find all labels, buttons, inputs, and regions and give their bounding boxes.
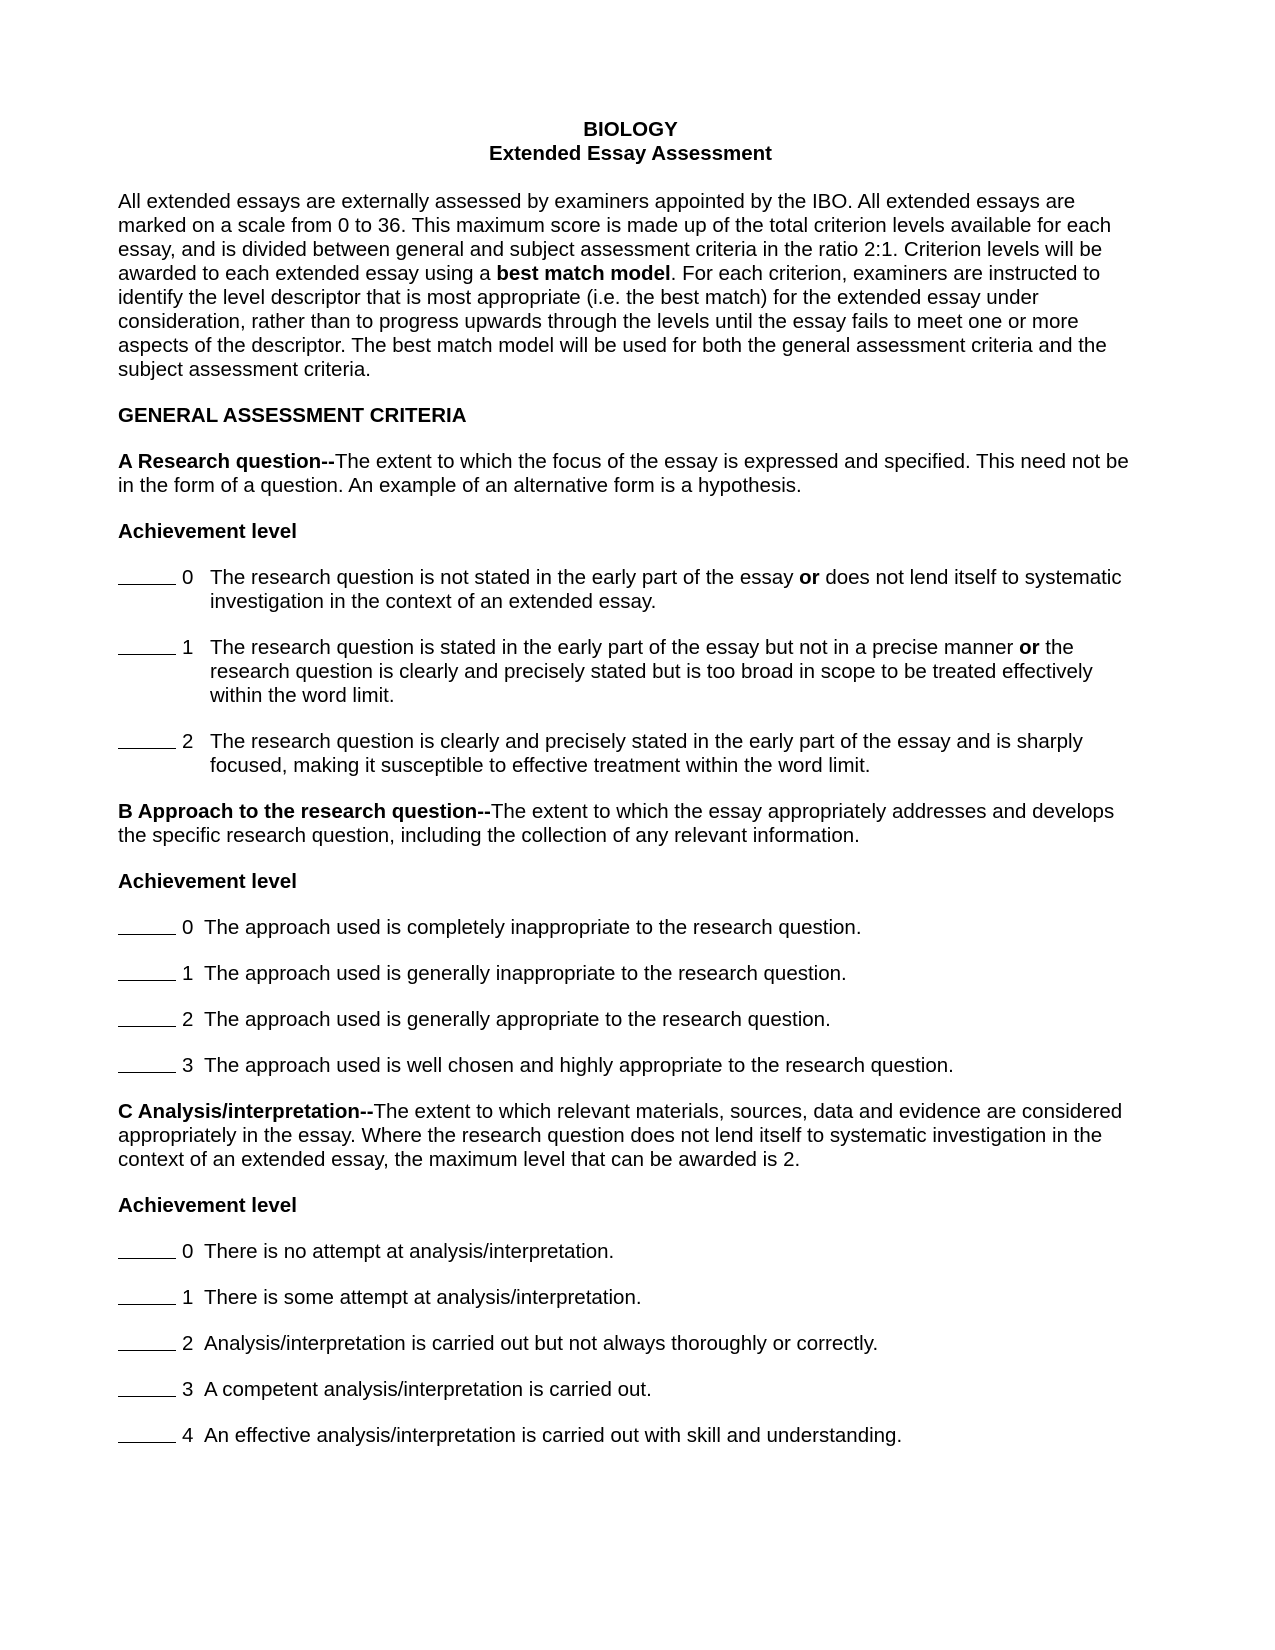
level-text: The research question is clearly and precisely stated in the early part of the essay and is sharply focused, making it susceptible to effective treatment within the word limit. [210, 730, 1083, 777]
score-blank[interactable] [118, 1054, 176, 1073]
score-blank[interactable] [118, 730, 176, 749]
level-number: 0 [182, 566, 194, 589]
level-text: An effective analysis/interpretation is carried out with skill and understanding. [204, 1424, 903, 1447]
score-blank[interactable] [118, 1424, 176, 1443]
level-text: The approach used is well chosen and highly appropriate to the research question. [204, 1054, 954, 1077]
level-number: 1 [182, 636, 194, 659]
level-text: The approach used is generally appropriate to the research question. [204, 1008, 831, 1031]
intro-text-1: All extended essays are externally assessed by examiners appointed by the IBO. All extended essays are marked on a scale from 0 to 36. This maximum score is made up of the total criterion levels available for each essay, and is divided between general and subject assessment criteria in the ratio 2:1. Criterion levels will be awarded to each extended essay using a [118, 190, 1112, 285]
level-b-0 [118, 916, 1143, 940]
level-number: 2 [182, 1332, 194, 1355]
level-b-1 [118, 962, 1143, 986]
level-number: 1 [182, 1286, 194, 1309]
achievement-level-a: Achievement level [118, 520, 297, 543]
level-a-2 [118, 730, 1143, 778]
document-page [118, 118, 1143, 1448]
intro-text-2: . For each criterion, examiners are instructed to identify the level descriptor that is most appropriate (i.e. the best match) for the extended essay under consideration, rather than to progress upwards through the levels until the essay fails to meet one or more aspects of the descriptor. The best match model will be used for both the general assessment criteria and the subject assessment criteria. [118, 262, 1107, 381]
criterion-a-desc: The extent to which the focus of the essay is expressed and specified. This need not be in the form of a question. An example of an alternative form is a hypothesis. [118, 450, 1129, 497]
score-blank[interactable] [118, 636, 176, 655]
criterion-a-title: A Research question-- [118, 450, 335, 473]
level-number: 3 [182, 1378, 194, 1401]
level-text: There is some attempt at analysis/interpretation. [204, 1286, 642, 1309]
level-b-3 [118, 1054, 1143, 1078]
section-heading: GENERAL ASSESSMENT CRITERIA [118, 404, 467, 427]
score-blank[interactable] [118, 1286, 176, 1305]
achievement-level-b: Achievement level [118, 870, 297, 893]
level-c-1 [118, 1286, 1143, 1310]
intro-paragraph [118, 190, 1143, 382]
criterion-b-title: B Approach to the research question-- [118, 800, 491, 823]
level-number: 1 [182, 962, 194, 985]
criterion-c-desc: The extent to which relevant materials, sources, data and evidence are considered appropriately in the essay. Where the research question does not lend itself to systematic investigation in the context of an extended essay, the maximum level that can be awarded is 2. [118, 1100, 1123, 1171]
document-title [118, 118, 1143, 166]
level-a-0 [118, 566, 1143, 614]
level-text: There is no attempt at analysis/interpretation. [204, 1240, 615, 1263]
level-text: The approach used is completely inappropriate to the research question. [204, 916, 862, 939]
title-subject: BIOLOGY [583, 118, 678, 141]
title-heading: Extended Essay Assessment [489, 142, 772, 165]
level-number: 3 [182, 1054, 194, 1077]
score-blank[interactable] [118, 1240, 176, 1259]
level-text: The research question is stated in the early part of the essay but not in a precise manner or the research question is clearly and precisely stated but is too broad in scope to be treated effectively within the word limit. [210, 636, 1093, 707]
score-blank[interactable] [118, 1008, 176, 1027]
score-blank[interactable] [118, 916, 176, 935]
score-blank[interactable] [118, 566, 176, 585]
level-number: 2 [182, 730, 194, 753]
level-text: Analysis/interpretation is carried out but not always thoroughly or correctly. [204, 1332, 879, 1355]
level-number: 0 [182, 916, 194, 939]
level-c-4 [118, 1424, 1143, 1448]
level-a-1 [118, 636, 1143, 708]
achievement-level-c: Achievement level [118, 1194, 297, 1217]
criterion-a [118, 450, 1143, 498]
level-number: 0 [182, 1240, 194, 1263]
level-c-2 [118, 1332, 1143, 1356]
criterion-c-title: C Analysis/interpretation-- [118, 1100, 374, 1123]
intro-bold-term: best match model [496, 262, 671, 285]
criterion-c [118, 1100, 1143, 1172]
level-b-2 [118, 1008, 1143, 1032]
level-text: The research question is not stated in the early part of the essay or does not lend itself to systematic investigation in the context of an extended essay. [210, 566, 1122, 613]
score-blank[interactable] [118, 962, 176, 981]
level-number: 2 [182, 1008, 194, 1031]
level-text: A competent analysis/interpretation is carried out. [204, 1378, 652, 1401]
level-c-0 [118, 1240, 1143, 1264]
level-c-3 [118, 1378, 1143, 1402]
score-blank[interactable] [118, 1332, 176, 1351]
criterion-b-desc: The extent to which the essay appropriately addresses and develops the specific research question, including the collection of any relevant information. [118, 800, 1115, 847]
level-text: The approach used is generally inappropriate to the research question. [204, 962, 847, 985]
score-blank[interactable] [118, 1378, 176, 1397]
level-number: 4 [182, 1424, 194, 1447]
criterion-b [118, 800, 1143, 848]
